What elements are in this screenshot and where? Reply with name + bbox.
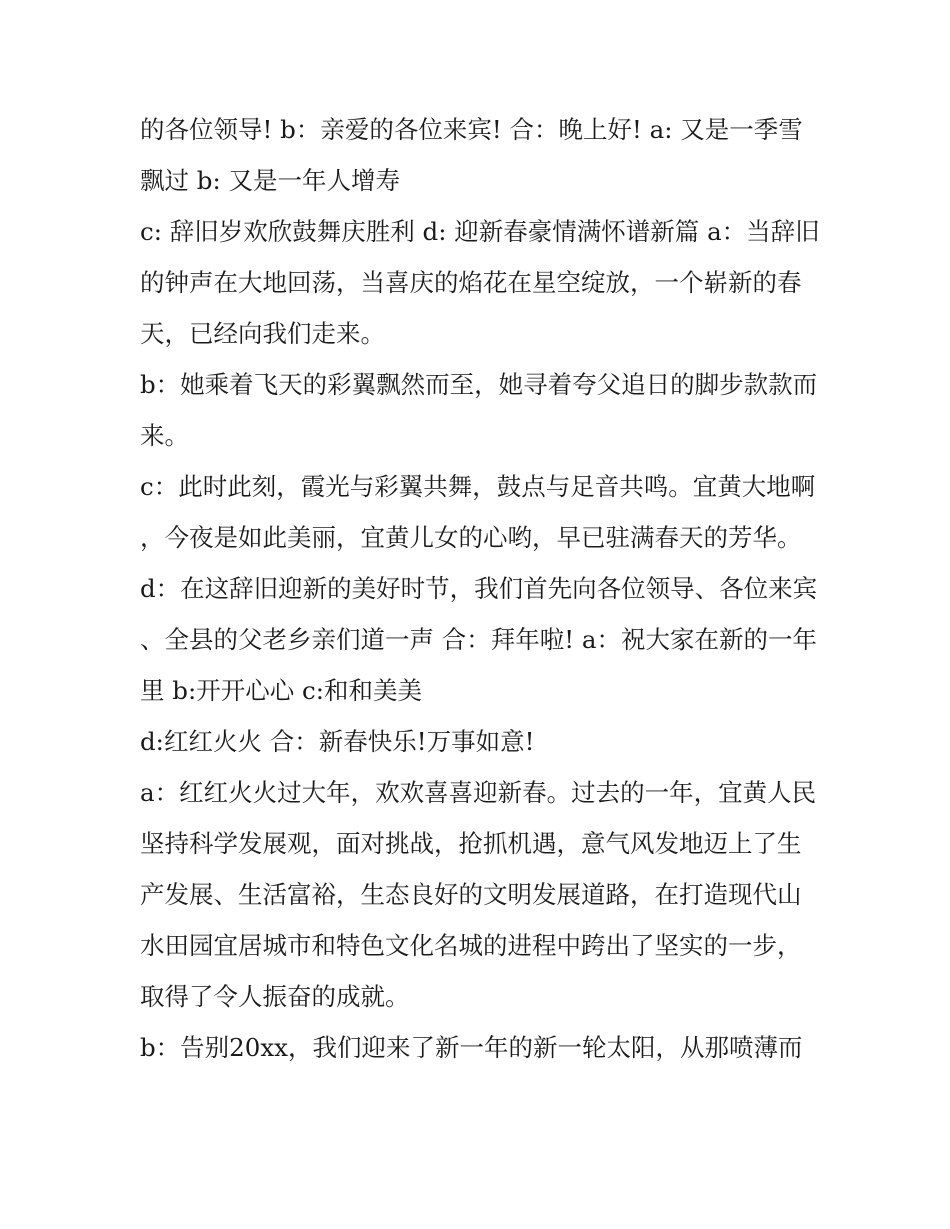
paragraph-3: b：她乘着飞天的彩翼飘然而至，她寻着夸父追日的脚步款款而来。 [140, 370, 818, 450]
paragraph-1: 的各位领导! b：亲爱的各位来宾! 合：晚上好! a: 又是一季雪飘过 b: 又是一年人增寿 [140, 115, 803, 195]
paragraph-8: b：告别20xx，我们迎来了新一年的新一轮太阳，从那喷薄而 [140, 1033, 803, 1062]
paragraph-5: d：在这辞旧迎新的美好时节，我们首先向各位领导、各位来宾、全县的父老乡亲们道一声 合：拜年啦! a：祝大家在新的一年里 b:开开心心 c:和和美美 [140, 574, 818, 705]
paragraph-7: a：红红火火过大年，欢欢喜喜迎新春。过去的一年，宜黄人民坚持科学发展观，面对挑战，抢抓机遇，意气风发地迈上了生产发展、生活富裕，生态良好的文明发展道路，在打造现代山水田园宜居城市和特色文化名城的进程中跨出了坚实的一步，取得了令人振奋的成就。 [140, 778, 817, 1011]
paragraph-2: c: 辞旧岁欢欣鼓舞庆胜利 d: 迎新春豪情满怀谱新篇 a：当辞旧的钟声在大地回荡，当喜庆的焰花在星空绽放，一个崭新的春天，已经向我们走来。 [140, 217, 820, 348]
paragraph-4: c：此时此刻，霞光与彩翼共舞，鼓点与足音共鸣。宜黄大地啊，今夜是如此美丽，宜黄儿女的心哟，早已驻满春天的芳华。 [140, 472, 816, 552]
paragraph-6: d:红红火火 合：新春快乐!万事如意! [140, 727, 535, 756]
document-body [140, 104, 820, 1073]
